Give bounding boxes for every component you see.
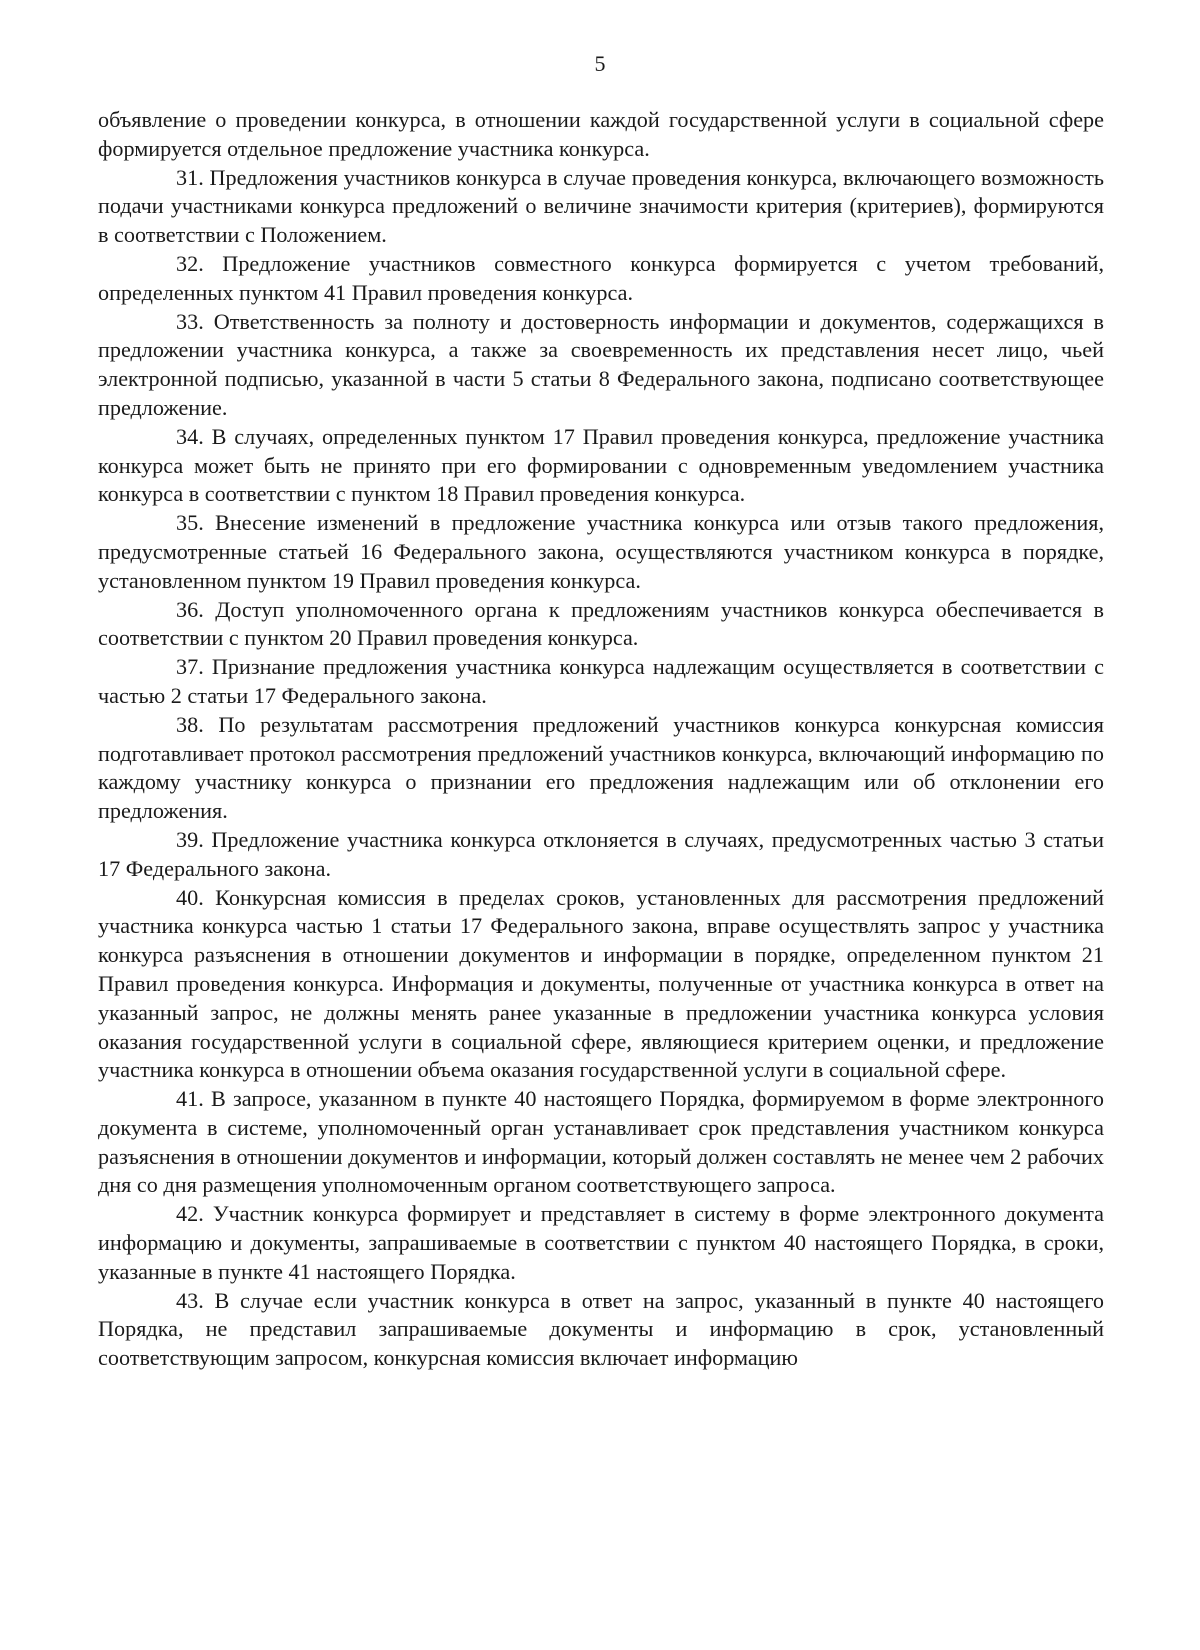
paragraph-42: 42. Участник конкурса формирует и представляет в систему в форме электронного документа информацию и документы, запрашиваемые в соответствии с пунктом 40 настоящего Порядка, в сроки, указанные в пункте 41 настоящего Порядка.: [98, 1201, 1104, 1284]
paragraph-35: 35. Внесение изменений в предложение участника конкурса или отзыв такого предложения, предусмотренные статьей 16 Федерального закона, осуществляются участником конкурса в порядке, установленном пунктом 19 Правил проведения конкурса.: [98, 510, 1104, 593]
paragraph-38: 38. По результатам рассмотрения предложений участников конкурса конкурсная комиссия подготавливает протокол рассмотрения предложений участников конкурса, включающий информацию по каждому участнику конкурса о признании его предложения надлежащим или об отклонении его предложения.: [98, 711, 1104, 824]
paragraph-39: 39. Предложение участника конкурса отклоняется в случаях, предусмотренных частью 3 статьи 17 Федерального закона.: [98, 826, 1104, 881]
document-body: [98, 106, 1104, 1373]
paragraph-continuation: объявление о проведении конкурса, в отношении каждой государственной услуги в социальной сфере формируется отдельное предложение участника конкурса.: [98, 107, 1104, 161]
paragraph-36: 36. Доступ уполномоченного органа к предложениям участников конкурса обеспечивается в соответствии с пунктом 20 Правил проведения конкурса.: [98, 596, 1104, 651]
paragraph-43: 43. В случае если участник конкурса в ответ на запрос, указанный в пункте 40 настоящего Порядка, не представил запрашиваемые документы и информацию в срок, установленный соответствующим запросом, конкурсная комиссия включает информацию: [98, 1287, 1104, 1371]
paragraph-32: 32. Предложение участников совместного конкурса формируется с учетом требований, определенных пунктом 41 Правил проведения конкурса.: [98, 250, 1104, 305]
paragraph-40: 40. Конкурсная комиссия в пределах сроков, установленных для рассмотрения предложений участника конкурса частью 1 статьи 17 Федерального закона, вправе осуществлять запрос у участника конкурса разъяснения в отношении документов и информации в порядке, определенном пунктом 21 Правил проведения конкурса. Информация и документы, полученные от участника конкурса в ответ на указанный запрос, не должны менять ранее указанные в предложении участника конкурса условия оказания государственной услуги в социальной сфере, являющиеся критерием оценки, и предложение участника конкурса в отношении объема оказания государственной услуги в социальной сфере.: [98, 884, 1104, 1083]
paragraph-33: 33. Ответственность за полноту и достоверность информации и документов, содержащихся в предложении участника конкурса, а также за своевременность их представления несет лицо, чьей электронной подписью, указанной в части 5 статьи 8 Федерального закона, подписано соответствующее предложение.: [98, 308, 1104, 420]
page-number: 5: [594, 51, 606, 76]
paragraph-34: 34. В случаях, определенных пунктом 17 Правил проведения конкурса, предложение участника конкурса может быть не принято при его формировании с одновременным уведомлением участника конкурса в соответствии с пунктом 18 Правил проведения конкурса.: [98, 423, 1104, 507]
paragraph-37: 37. Признание предложения участника конкурса надлежащим осуществляется в соответствии с частью 2 статьи 17 Федерального закона.: [98, 654, 1104, 708]
paragraph-31: 31. Предложения участников конкурса в случае проведения конкурса, включающего возможность подачи участниками конкурса предложений о величине значимости критерия (критериев), формируются в соответствии с Положением.: [98, 164, 1104, 248]
paragraph-41: 41. В запросе, указанном в пункте 40 настоящего Порядка, формируемом в форме электронного документа в системе, уполномоченный орган устанавливает срок представления участником конкурса разъяснения в отношении документов и информации, который должен составлять не менее чем 2 рабочих дня со дня размещения уполномоченным органом соответствующего запроса.: [98, 1086, 1104, 1198]
